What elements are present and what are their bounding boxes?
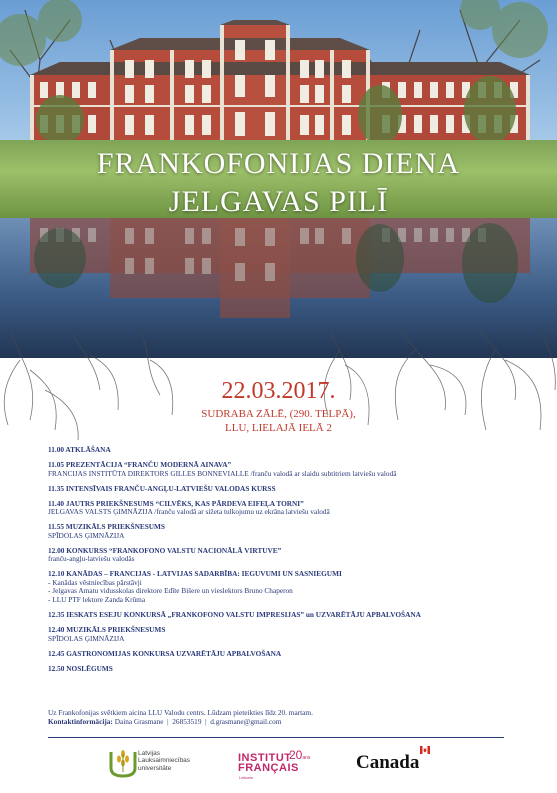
program-item — [48, 461, 518, 478]
program-item-detail: - Jelgavas Amatu vidusskolas direktore Edīte Bišere un vieslektors Bruno Chaperon — [48, 586, 293, 596]
if-years-suffix: ans — [302, 755, 311, 761]
program-item — [48, 500, 518, 517]
program-item-title: 11.00 ATKLĀŠANA — [48, 445, 111, 454]
program-item — [48, 650, 518, 659]
contact-label: Kontaktinformācija: — [48, 717, 113, 726]
llu-name-line-3: universitāte — [138, 764, 172, 772]
contact-line: Kontaktinformācija: Daina Grasmane | 26853519 | d.grasmane@gmail.com — [48, 717, 282, 726]
venue-line-1: SUDRABA ZĀLĒ, (290. TELPĀ), — [201, 408, 356, 420]
invitation-text: Uz Frankofonijas svētkiem aicina LLU Valodu centrs. Lūdzam pieteikties līdz 20. martam. — [48, 708, 313, 717]
program-item-title: 12.10 KANĀDAS – FRANCIJAS - LATVIJAS SADARBĪBA: IEGUVUMI UN SASNIEGUMI — [48, 569, 342, 579]
program-item-title: 11.40 JAUTRS PRIEKŠNESUMS “CILVĒKS, KAS PĀRDEVA EIFEĻA TORNI” — [48, 498, 304, 508]
program-item-detail: SPĪDOLAS ĢIMNĀZIJA — [48, 633, 125, 643]
contact-name: Daina Grasmane — [114, 717, 164, 726]
program-item — [48, 570, 518, 604]
contact-info — [48, 708, 518, 726]
program-item — [48, 485, 518, 494]
program-item — [48, 611, 518, 620]
event-date: 22.03.2017. — [221, 378, 336, 404]
program-item-title: 12.00 KONKURSS “FRANKOFONO VALSTU NACIONĀLĀ VIRTUVE” — [48, 545, 282, 555]
event-venue — [0, 407, 557, 435]
venue-line-2: LLU, LIELAJĀ IELĀ 2 — [225, 422, 332, 434]
program-item — [48, 665, 518, 674]
program-item-title: 11.55 MUZIKĀLS PRIEKŠNESUMS — [48, 522, 165, 532]
program-item — [48, 547, 518, 564]
llu-name — [138, 750, 190, 772]
palace-building-illustration — [30, 20, 557, 145]
canada-flag-icon — [420, 746, 430, 754]
llu-logo-icon — [108, 748, 138, 778]
llu-name-line-2: Lauksaimniecības — [138, 757, 191, 765]
institut-francais-country: Lettonie — [239, 775, 254, 780]
footer-divider — [48, 737, 504, 738]
program-item — [48, 523, 518, 540]
canada-wordmark: Canada — [356, 752, 420, 773]
contact-phone: 26853519 — [172, 717, 202, 726]
program-item-detail: JELGAVAS VALSTS ĢIMNĀZIJA /franču valodā ar sižeta tulkojumu uz ekrāna latviešu valodā — [48, 507, 330, 517]
program-item-title: 12.40 MUZIKĀLS PRIEKŠNESUMS — [48, 625, 166, 635]
program-item-title: 11.05 PREZENTĀCIJA “FRANČU MODERNĀ AINAVA” — [48, 459, 232, 469]
llu-name-line-1: Latvijas — [138, 750, 161, 757]
event-program — [48, 446, 518, 680]
program-item-title: 11.35 INTENSĪVAIS FRANČU-ANGĻU-LATVIEŠU VALODAS KURSS — [48, 483, 276, 493]
title-line-2: JELGAVAS PILĪ — [168, 185, 389, 218]
institut-francais-logo-line-2: FRANÇAIS — [238, 762, 299, 774]
contact-email: d.grasmane@gmail.com — [210, 717, 282, 726]
program-item-detail: franču-angļu-latviešu valodās — [48, 554, 135, 564]
program-item-detail: SPĪDOLAS ĢIMNĀZIJA — [48, 530, 125, 540]
institut-francais-anniversary — [289, 748, 310, 762]
program-item — [48, 446, 518, 455]
program-item — [48, 626, 518, 643]
if-years: 20 — [289, 748, 303, 762]
program-item-title: 12.50 NOSLĒGUMS — [48, 663, 113, 673]
program-item-detail: - Kanādas vēstniecības pārstāvji — [48, 577, 142, 587]
program-item-detail: - LLU PTF lektore Zanda Krūma — [48, 595, 146, 605]
palace-photo — [0, 0, 557, 358]
program-item-detail: FRANCIJAS INSTITŪTA DIREKTORS GILLES BONNEVIALLE /franču valodā ar slaidu subtitriem latviešu valodā — [48, 468, 397, 478]
program-item-title: 12.35 IESKATS ESEJU KONKURSĀ „FRANKOFONO VALSTU IMPRESIJAS” un UZVARĒTĀJU APBALVOŠANA — [48, 610, 421, 620]
event-title — [0, 145, 557, 221]
institut-francais-logo-line-1: INSTITUT — [238, 752, 292, 764]
program-item-title: 12.45 GASTRONOMIJAS KONKURSA UZVARĒTĀJU APBALVOŠANA — [48, 648, 282, 658]
title-line-1: FRANKOFONIJAS DIENA — [96, 147, 461, 180]
